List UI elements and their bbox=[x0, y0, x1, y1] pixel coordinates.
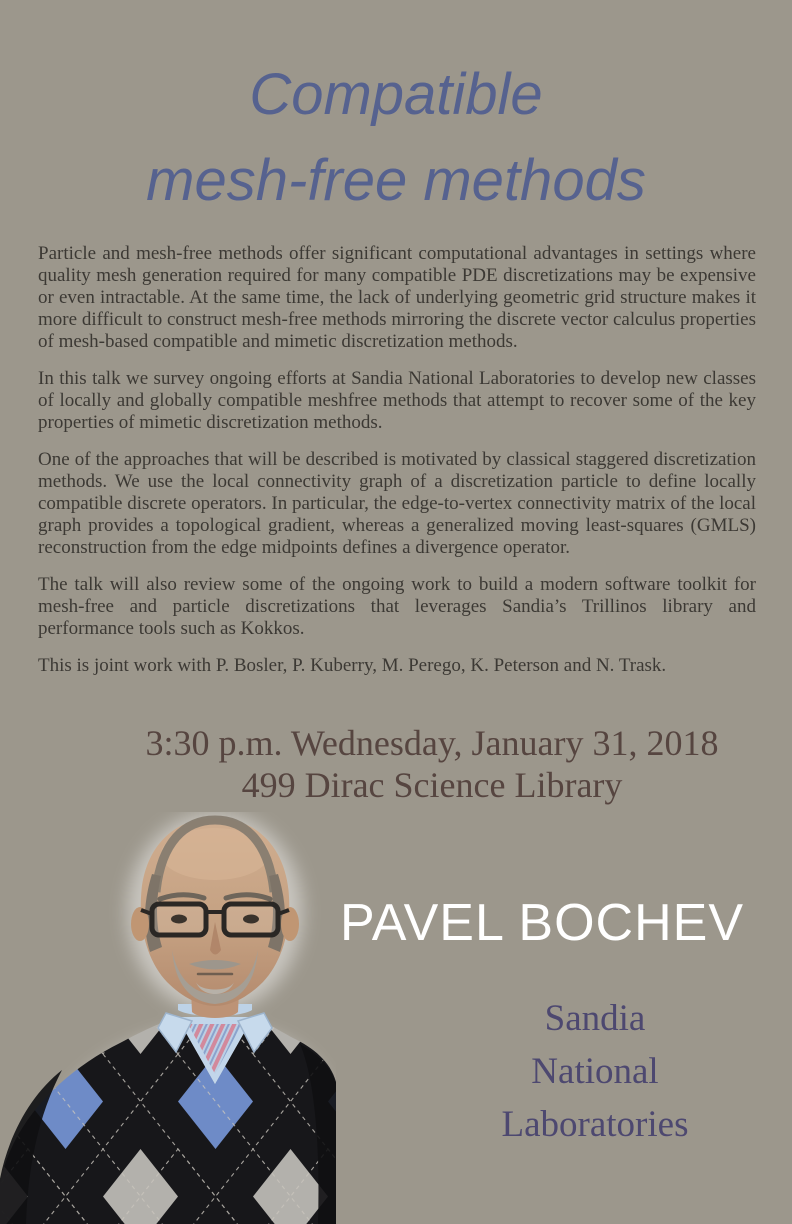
event-location: 499 Dirac Science Library bbox=[241, 765, 623, 805]
argyle-sweater bbox=[0, 1017, 336, 1224]
speaker-portrait-graphic bbox=[0, 812, 336, 1224]
poster-title-line1: Compatible bbox=[249, 62, 543, 127]
right-eye bbox=[243, 915, 259, 924]
event-datetime: 3:30 p.m. Wednesday, January 31, 2018 bbox=[145, 723, 719, 763]
poster-title-line2: mesh-free methods bbox=[146, 148, 646, 213]
left-eye bbox=[171, 915, 187, 924]
speaker-name: PAVEL BOCHEV bbox=[339, 894, 745, 952]
poster-title bbox=[0, 52, 792, 224]
event-info bbox=[0, 722, 792, 806]
abstract-text bbox=[38, 243, 756, 677]
abstract-paragraph-2: In this talk we survey ongoing efforts at Sandia National Laboratories to develop new classes of locally and globally compatible meshfree methods that attempt to recover some of the key properties of mimetic discretization methods. bbox=[38, 368, 756, 433]
speaker-portrait-photo bbox=[0, 812, 336, 1224]
abstract-paragraph-4: The talk will also review some of the ongoing work to build a modern software toolkit for mesh-free and particle discretizations that leverages Sandia’s Trillinos library and performance tools such as Kokkos. bbox=[38, 574, 756, 639]
abstract-paragraph-3: One of the approaches that will be described is motivated by classical staggered discretization methods. We use the local connectivity graph of a discretization particle to define locally compatible discrete operators. In particular, the edge-to-vertex connectivity matrix of the local graph provides a topological gradient, whereas a generalized moving least-squares (GMLS) reconstruction from the edge midpoints defines a divergence operator. bbox=[38, 449, 756, 558]
affiliation-line3: Laboratories bbox=[501, 1104, 689, 1145]
affiliation-line2: National bbox=[531, 1051, 659, 1092]
affiliation-line1: Sandia bbox=[544, 998, 646, 1039]
abstract-paragraph-1: Particle and mesh-free methods offer significant computational advantages in settings where quality mesh generation required for many compatible PDE discretizations may be expensive or even intractable. At the same time, the lack of underlying geometric grid structure makes it more difficult to construct mesh-free methods mirroring the discrete vector calculus properties of mesh-based compatible and mimetic discretization methods. bbox=[38, 243, 756, 352]
speaker-affiliation bbox=[440, 992, 750, 1151]
abstract-paragraph-5: This is joint work with P. Bosler, P. Kuberry, M. Perego, K. Peterson and N. Trask. bbox=[38, 655, 667, 676]
